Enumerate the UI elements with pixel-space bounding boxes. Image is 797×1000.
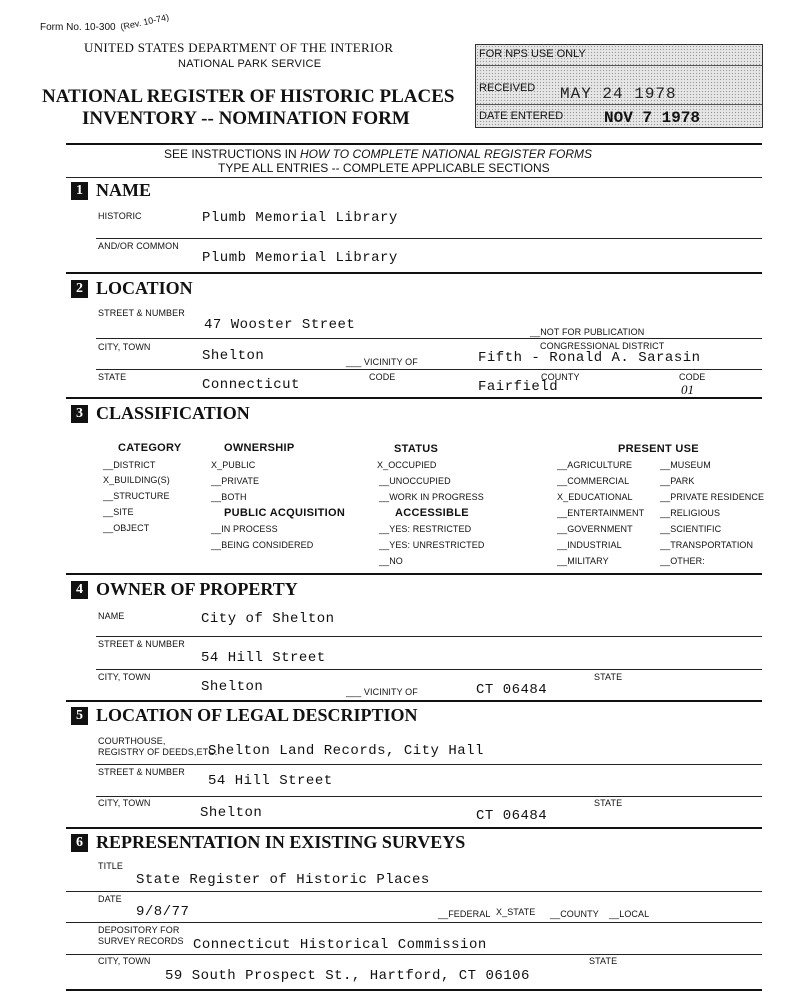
instructions-line2: TYPE ALL ENTRIES -- COMPLETE APPLICABLE SECTIONS [218,161,550,175]
section-title-owner: OWNER OF PROPERTY [96,579,298,599]
owner-state-label: STATE [594,672,623,682]
use-commercial: __COMMERCIAL [557,476,630,486]
location-county-value: Fairfield [478,379,559,395]
date-entered-label: DATE ENTERED [479,110,564,122]
section-title-classification: CLASSIFICATION [96,403,250,423]
accessible-no: __NO [379,556,403,566]
owner-state-value: CT 06484 [476,682,548,698]
street-number-label: STREET & NUMBER [98,308,185,318]
location-street-value: 47 Wooster Street [204,317,356,333]
courthouse-label-2: REGISTRY OF DEEDS,ETC. [98,747,218,757]
depository-label-1: DEPOSITORY FOR [98,925,180,935]
section-number-6: 6 [71,834,88,852]
category-site: __SITE [103,507,134,517]
form-number: Form No. 10-300 [40,22,116,33]
courthouse-value: Shelton Land Records, City Hall [208,743,484,759]
category-district: __DISTRICT [103,460,156,470]
state-label: STATE [98,372,127,382]
courthouse-label-1: COURTHOUSE, [98,736,166,746]
survey-state: X_STATE [496,907,536,917]
use-museum: __MUSEUM [660,460,711,470]
location-state-value: Connecticut [202,377,300,393]
status-occupied: X_OCCUPIED [377,460,437,470]
section-number-2: 2 [71,280,88,298]
survey-date-label: DATE [98,894,122,904]
legal-state-value: CT 06484 [476,808,548,824]
status-unoccupied: __UNOCCUPIED [379,476,451,486]
status-work-in-progress: __WORK IN PROGRESS [379,492,484,502]
category-buildings: X_BUILDING(S) [103,475,170,485]
use-entertainment: __ENTERTAINMENT [557,508,645,518]
county-code-label: CODE [679,372,706,382]
survey-city-label: CITY, TOWN [98,956,151,966]
use-military: __MILITARY [557,556,609,566]
acquisition-in-process: __IN PROCESS [211,524,278,534]
owner-city-label: CITY, TOWN [98,672,151,682]
owner-name-value: City of Shelton [201,611,335,627]
ownership-both: __BOTH [211,492,247,502]
section-title-location: LOCATION [96,278,193,298]
section-number-3: 3 [71,405,88,423]
owner-street-value: 54 Hill Street [201,650,326,666]
section-title-surveys: REPRESENTATION IN EXISTING SURVEYS [96,832,466,852]
use-religious: __RELIGIOUS [660,508,721,518]
county-code-value: 01 [681,382,694,397]
survey-date-value: 9/8/77 [136,904,190,920]
survey-title-value: State Register of Historic Places [136,872,430,888]
vicinity-of-label: ___ VICINITY OF [346,357,418,367]
depository-value: Connecticut Historical Commission [193,937,487,953]
section-number-1: 1 [71,182,88,200]
congressional-district-label: CONGRESSIONAL DISTRICT [540,341,665,351]
state-code-label: CODE [369,372,396,382]
public-acquisition-header: PUBLIC ACQUISITION [224,507,346,519]
legal-street-value: 54 Hill Street [208,773,333,789]
present-use-header: PRESENT USE [618,443,699,455]
section-title-legal-description: LOCATION OF LEGAL DESCRIPTION [96,705,418,725]
use-agriculture: __AGRICULTURE [557,460,633,470]
form-revision: (Rev. 10-74) [119,11,170,33]
location-city-value: Shelton [202,348,265,364]
survey-county: __COUNTY [550,909,599,919]
received-label: RECEIVED [479,82,536,94]
use-transportation: __TRANSPORTATION [660,540,754,550]
depository-label-2: SURVEY RECORDS [98,936,184,946]
status-header: STATUS [394,443,439,455]
agency-service: NATIONAL PARK SERVICE [178,58,322,70]
accessible-yes-restricted: __YES: RESTRICTED [379,524,472,534]
use-educational: X_EDUCATIONAL [557,492,633,502]
historic-label: HISTORIC [98,211,142,221]
use-private-residence: __PRIVATE RESIDENCE [660,492,765,502]
county-label: COUNTY [541,372,580,382]
agency-department: UNITED STATES DEPARTMENT OF THE INTERIOR [84,40,394,55]
section-number-4: 4 [71,581,88,599]
common-name-label: AND/OR COMMON [98,241,179,251]
section-title-name: NAME [96,180,151,200]
form-title-line2: INVENTORY -- NOMINATION FORM [82,108,410,129]
owner-city-value: Shelton [201,679,264,695]
survey-title-label: TITLE [98,861,124,871]
legal-city-label: CITY, TOWN [98,798,151,808]
received-stamp: MAY 24 1978 [560,85,677,103]
owner-street-label: STREET & NUMBER [98,639,185,649]
survey-state-label: STATE [589,956,618,966]
legal-state-label: STATE [594,798,623,808]
category-structure: __STRUCTURE [103,491,170,501]
instructions-line1: SEE INSTRUCTIONS IN HOW TO COMPLETE NATIONAL REGISTER FORMS [164,147,593,161]
nps-use-box [475,44,763,128]
owner-vicinity-label: ___ VICINITY OF [346,687,418,697]
nps-box-heading: FOR NPS USE ONLY [479,48,586,60]
survey-local: __LOCAL [609,909,650,919]
section-number-5: 5 [71,707,88,725]
not-for-publication: __NOT FOR PUBLICATION [530,327,645,337]
city-town-label: CITY, TOWN [98,342,151,352]
form-title-line1: NATIONAL REGISTER OF HISTORIC PLACES [42,86,455,107]
use-park: __PARK [660,476,695,486]
use-industrial: __INDUSTRIAL [557,540,622,550]
survey-federal: __FEDERAL [438,909,491,919]
historic-name-value: Plumb Memorial Library [202,210,398,226]
category-header: CATEGORY [118,442,182,454]
ownership-public: X_PUBLIC [211,460,256,470]
legal-city-value: Shelton [200,805,263,821]
owner-name-label: NAME [98,611,125,621]
accessible-yes-unrestricted: __YES: UNRESTRICTED [379,540,485,550]
common-name-value: Plumb Memorial Library [202,250,398,266]
use-scientific: __SCIENTIFIC [660,524,722,534]
category-object: __OBJECT [103,523,150,533]
ownership-header: OWNERSHIP [224,442,295,454]
use-government: __GOVERNMENT [557,524,633,534]
acquisition-being-considered: __BEING CONSIDERED [211,540,314,550]
legal-street-label: STREET & NUMBER [98,767,185,777]
accessible-header: ACCESSIBLE [395,507,469,519]
ownership-private: __PRIVATE [211,476,260,486]
use-other: __OTHER: [660,556,705,566]
survey-city-value: 59 South Prospect St., Hartford, CT 06106 [165,968,530,984]
congressional-district-value: Fifth - Ronald A. Sarasin [478,350,701,366]
date-entered-stamp: NOV 7 1978 [604,109,701,127]
